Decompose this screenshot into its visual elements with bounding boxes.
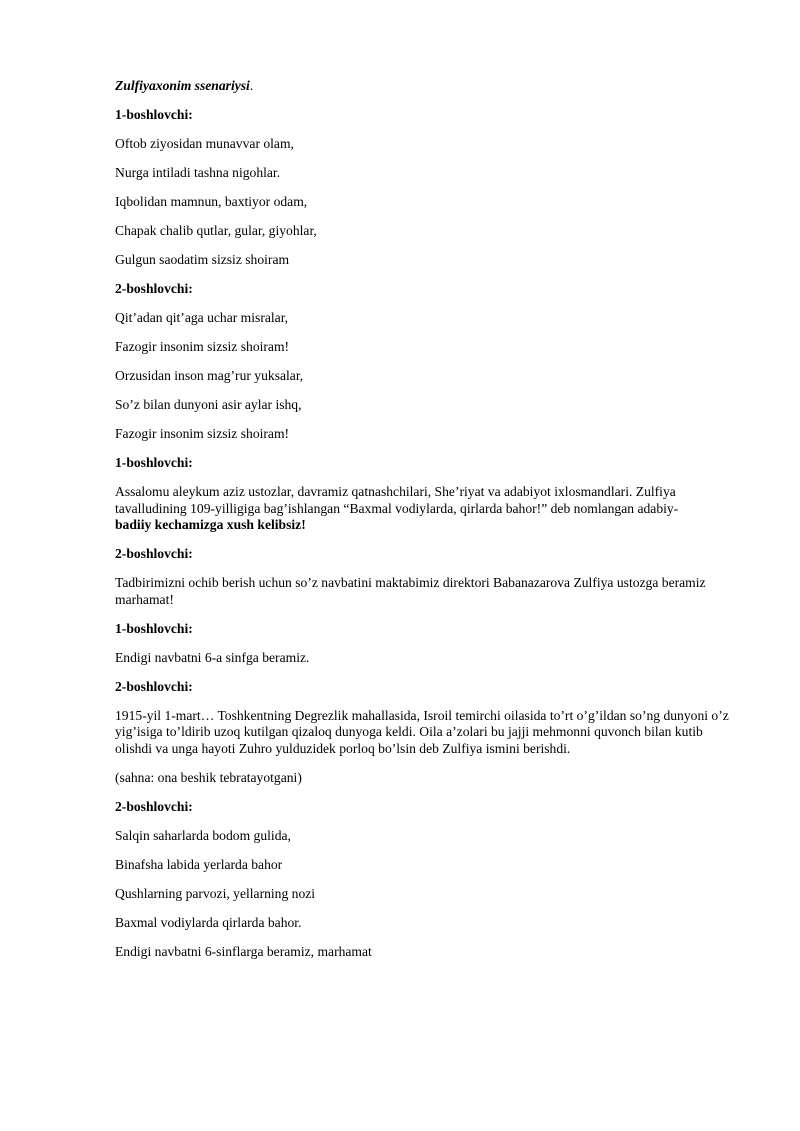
speaker-label: 2-boshlovchi:: [115, 678, 193, 694]
verse-line: Oftob ziyosidan munavvar olam,: [115, 136, 294, 151]
stage-direction: (sahna: ona beshik tebratayotgani): [115, 769, 302, 785]
document-title-line: [115, 78, 735, 95]
speaker-label: 2-boshlovchi:: [115, 798, 193, 814]
document-title-period: .: [249, 78, 254, 93]
prose-paragraph: Endigi navbatni 6-a sinfga beramiz.: [115, 649, 310, 665]
verse-line: Chapak chalib qutlar, gular, giyohlar,: [115, 223, 317, 238]
prose-paragraph: 1915-yil 1-mart… Toshkentning Degrezlik mahallasida, Isroil temirchi oilasida to’rt o’g’ildan so’ng dunyoni o’z yig’isiga to’ldirib uzoq kutilgan qizaloq dunyoga keldi. Oila a’zolari bu jajji mehmonni quvonch bilan kutib olishdi va unga hayoti Zuhro yulduzidek porloq bo’lsin deb Zulfiya ismini berishdi.: [115, 707, 729, 756]
verse-line: Fazogir insonim sizsiz shoiram!: [115, 426, 290, 441]
verse-line: Qushlarning parvozi, yellarning nozi: [115, 885, 316, 901]
verse-line: Baxmal vodiylarda qirlarda bahor.: [115, 914, 302, 930]
verse-line: Orzusidan inson mag’rur yuksalar,: [115, 368, 304, 383]
speaker-label: 2-boshlovchi:: [115, 281, 193, 296]
verse-line: So’z bilan dunyoni asir aylar ishq,: [115, 397, 302, 412]
document-title: Zulfiyaxonim ssenariysi: [115, 78, 250, 93]
verse-line: Gulgun saodatim sizsiz shoiram: [115, 252, 290, 267]
speaker-label: 2-boshlovchi:: [115, 546, 193, 561]
speaker-label: 1-boshlovchi:: [115, 107, 193, 122]
verse-line: Endigi navbatni 6-sinflarga beramiz, marhamat: [115, 943, 372, 959]
prose-paragraph: Tadbirimizni ochib berish uchun so’z navbatini maktabimiz direktori Babanazarova Zulfiya ustozga beramiz marhamat!: [115, 575, 706, 607]
verse-line: Fazogir insonim sizsiz shoiram!: [115, 339, 290, 354]
verse-line: Qit’adan qit’aga uchar misralar,: [115, 310, 289, 325]
verse-line: Iqbolidan mamnun, baxtiyor odam,: [115, 194, 308, 209]
document-body: [115, 78, 735, 973]
verse-line: Nurga intiladi tashna nigohlar.: [115, 165, 281, 180]
paragraph-bold-text: badiiy kechamizga xush kelibsiz!: [115, 517, 306, 532]
paragraph-text: Assalomu aleykum aziz ustozlar, davramiz qatnashchilari, She’riyat va adabiyot ixlosmandlari. Zulfiya tavalludining 109-yilligiga bag’ishlangan “Baxmal vodiylarda, qirlarda bahor!” deb nomlangan adabiy-: [115, 484, 679, 516]
verse-line: Binafsha labida yerlarda bahor: [115, 856, 283, 872]
verse-line: Salqin saharlarda bodom gulida,: [115, 827, 291, 843]
speaker-label: 1-boshlovchi:: [115, 455, 193, 470]
prose-paragraph: [115, 484, 735, 534]
speaker-label: 1-boshlovchi:: [115, 620, 193, 636]
